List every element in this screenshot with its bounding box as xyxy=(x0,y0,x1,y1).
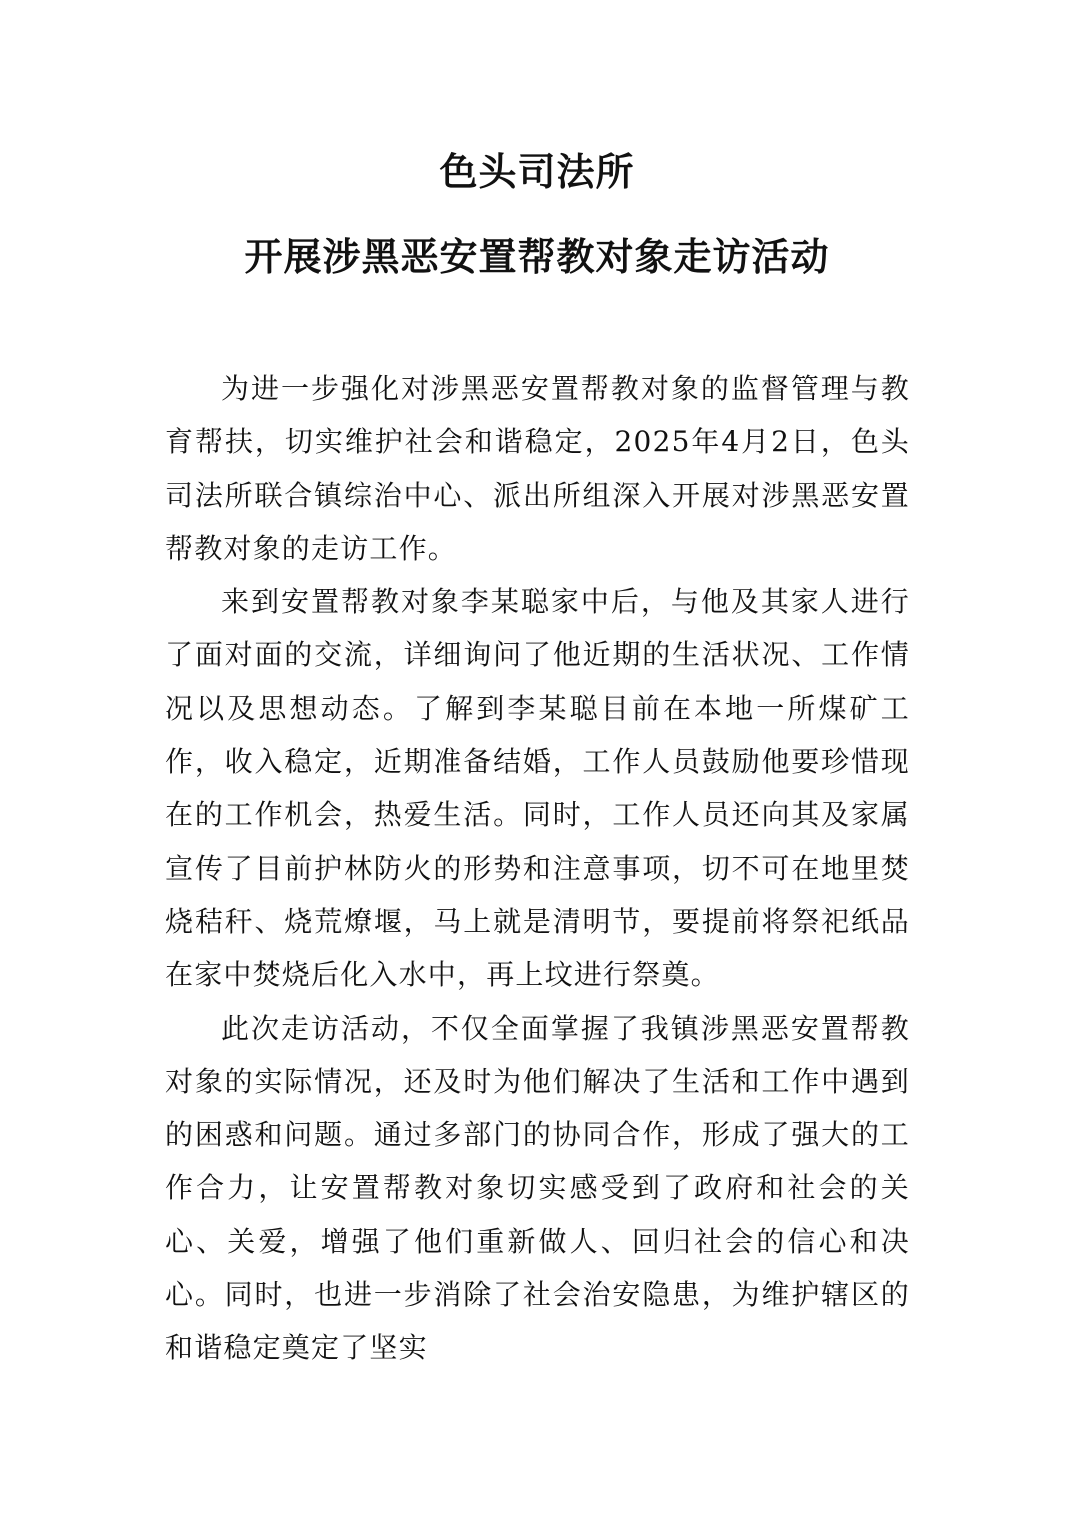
document-body xyxy=(165,362,910,1375)
paragraph-3: 此次走访活动，不仅全面掌握了我镇涉黑恶安置帮教对象的实际情况，还及时为他们解决了生活和工作中遇到的困惑和问题。通过多部门的协同合作，形成了强大的工作合力，让安置帮教对象切实感受到了政府和社会的关心、关爱，增强了他们重新做人、回归社会的信心和决心。同时，也进一步消除了社会治安隐患，为维护辖区的和谐稳定奠定了坚实 xyxy=(165,1011,910,1365)
document-title-line1: 色头司法所 xyxy=(439,149,635,194)
document-title-line2: 开展涉黑恶安置帮教对象走访活动 xyxy=(244,234,830,279)
paragraph-1: 为进一步强化对涉黑恶安置帮教对象的监督管理与教育帮扶，切实维护社会和谐稳定，2025年4月2日，色头司法所联合镇综治中心、派出所组深入开展对涉黑恶安置帮教对象的走访工作。 xyxy=(165,372,910,565)
paragraph-2: 来到安置帮教对象李某聪家中后，与他及其家人进行了面对面的交流，详细询问了他近期的生活状况、工作情况以及思想动态。了解到李某聪目前在本地一所煤矿工作，收入稳定，近期准备结婚，工作人员鼓励他要珍惜现在的工作机会，热爱生活。同时，工作人员还向其及家属宣传了目前护林防火的形势和注意事项，切不可在地里焚烧秸秆、烧荒燎堰，马上就是清明节，要提前将祭祀纸品在家中焚烧后化入水中，再上坟进行祭奠。 xyxy=(165,585,910,992)
